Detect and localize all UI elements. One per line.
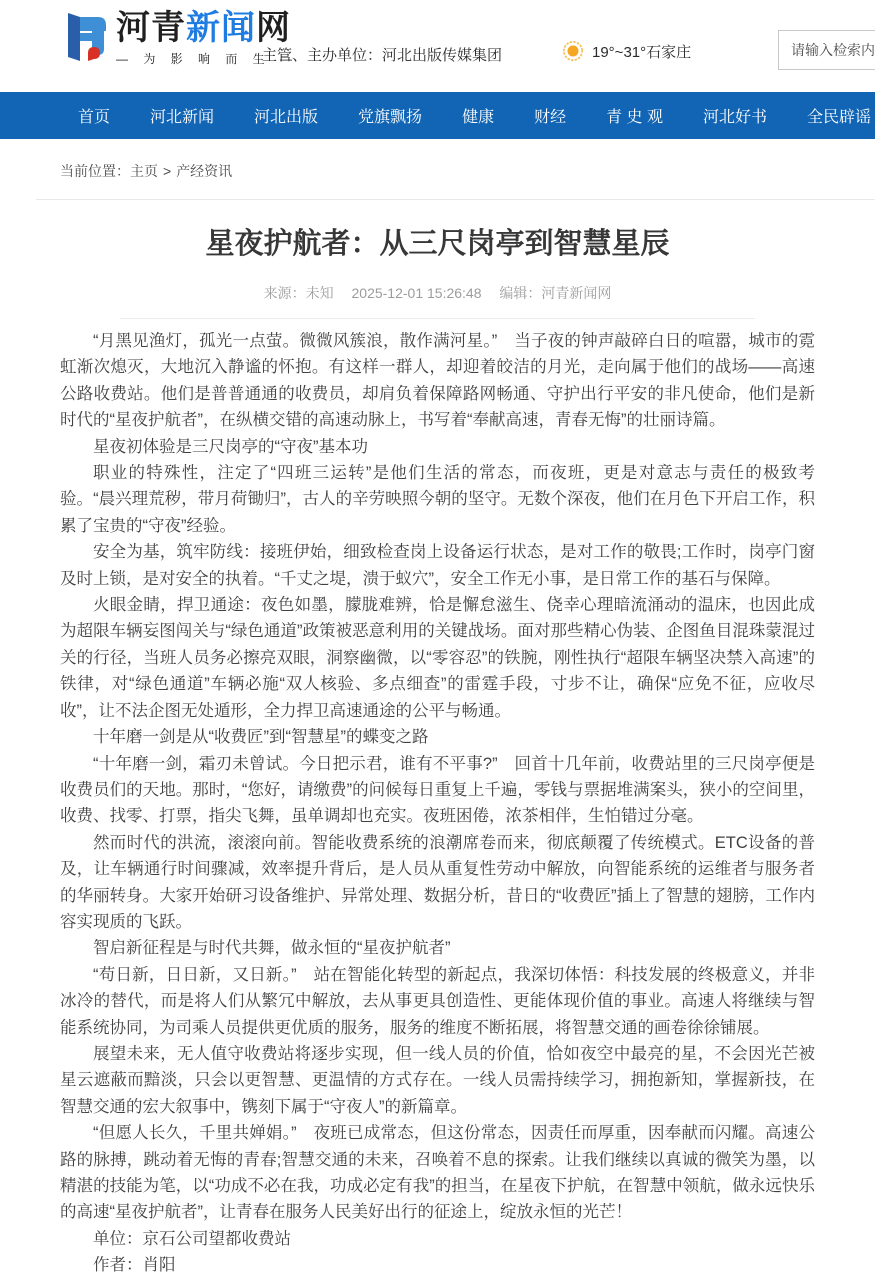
- nav-item-8[interactable]: 全民辟谣: [807, 109, 872, 126]
- article-paragraph: 展望未来，无人值守收费站将逐步实现，但一线人员的价值，恰如夜空中最亮的星，不会因光芒被星云遮蔽而黯淡，只会以更智慧、更温情的方式存在。一线人员需持续学习，拥抱新知，掌握新技，在智慧交通的宏大叙事中，镌刻下属于“守夜人”的新篇章。: [60, 1044, 815, 1116]
- content-top-divider: [36, 199, 875, 200]
- article-paragraph: “苟日新，日日新，又日新。” 站在智能化转型的新起点，我深切体悟：科技发展的终极意义，并非冰冷的替代，而是将人们从繁冗中解放，去从事更具创造性、更能体现价值的事业。高速人将继续与智能系统协同，为司乘人员提供更优质的服务，服务的维度不断拓展，将智慧交通的画卷徐徐铺展。: [60, 965, 815, 1037]
- site-title: [116, 9, 298, 47]
- nav-item-2[interactable]: 河北出版: [254, 109, 319, 126]
- nav-item-6[interactable]: 青 史 观: [606, 109, 663, 126]
- breadcrumb-category-link[interactable]: 产经资讯: [176, 163, 233, 179]
- breadcrumb-home-link[interactable]: 主页: [130, 163, 158, 179]
- article-paragraph: 星夜初体验是三尺岗亭的“守夜”基本功: [93, 437, 368, 456]
- article-editor: 编辑：河青新闻网: [499, 285, 612, 301]
- article-source: 来源：未知: [263, 285, 334, 301]
- site-title-part1: 河青: [116, 9, 186, 47]
- site-title-part3: 网: [256, 9, 291, 47]
- nav-item-3[interactable]: 党旗飘扬: [358, 109, 423, 126]
- article-paragraph: “但愿人长久，千里共婵娟。” 夜班已成常态，但这份常态，因责任而厚重，因奉献而闪耀。高速公路的脉搏，跳动着无悔的青春;智慧交通的未来，召唤着不息的探索。让我们继续以真诚的微笑为墨，以精湛的技能为笔，以“功成不必在我，功成必定有我”的担当，在星夜下护航，在智慧中领航，做永远快乐的高速“星夜护航者”，让青春在服务人民美好出行的征途上，绽放永恒的光芒！: [60, 1124, 815, 1222]
- weather-text: 19°~31°石家庄: [592, 43, 692, 61]
- article-meta: [0, 283, 875, 303]
- logo-icon: [58, 9, 110, 65]
- sponsor-text: 主管、主办单位：河北出版传媒集团: [262, 47, 503, 64]
- site-header: [0, 0, 875, 92]
- nav-item-5[interactable]: 财经: [534, 109, 567, 126]
- article-paragraph: 智启新征程是与时代共舞，做永恒的“星夜护航者”: [93, 939, 451, 958]
- article-paragraph: 火眼金睛，捍卫通途：夜色如墨，朦胧难辨，恰是懈怠滋生、侥幸心理暗流涌动的温床，也因此成为超限车辆妄图闯关与“绿色通道”政策被恶意利用的关键战场。面对那些精心伪装、企图鱼目混珠蒙混过关的行径，当班人员务必擦亮双眼，洞察幽微，以“零容忍”的铁腕，刚性执行“超限车辆坚决禁入高速”的铁律，对“绿色通道”车辆必施“双人核验、多点细查”的雷霆手段，寸步不让，确保“应免不征，应收尽收”，让不法企图无处遁形，全力捍卫高速通途的公平与畅通。: [60, 596, 815, 720]
- breadcrumb: [60, 161, 875, 181]
- article-paragraph: 单位：京石公司望都收费站: [93, 1229, 291, 1248]
- article-paragraph: 作者：肖阳: [93, 1256, 176, 1275]
- article-paragraph: 十年磨一剑是从“收费匠”到“智慧星”的蝶变之路: [93, 728, 429, 747]
- breadcrumb-label: 当前位置：: [60, 163, 130, 179]
- nav-item-0[interactable]: 首页: [78, 109, 111, 126]
- search-input[interactable]: [778, 30, 875, 70]
- article-title: 星夜护航者：从三尺岗亭到智慧星辰: [205, 228, 670, 260]
- nav-item-1[interactable]: 河北新闻: [150, 109, 215, 126]
- site-title-part2: 新闻: [186, 9, 256, 47]
- article-paragraph: “月黑见渔灯，孤光一点萤。微微风簇浪，散作满河星。” 当子夜的钟声敲碎白日的喧嚣，城市的霓虹渐次熄灭，大地沉入静谧的怀抱。有这样一群人，却迎着皎洁的月光，走向属于他们的战场——高速公路收费站。他们是普普通通的收费员，却肩负着保障路网畅通、守护出行平安的非凡使命，他们是新时代的“星夜护航者”，在纵横交错的高速动脉上，书写着“奉献高速，青春无悔”的壮丽诗篇。: [60, 332, 815, 430]
- breadcrumb-separator: >: [163, 163, 172, 179]
- nav-item-4[interactable]: 健康: [462, 109, 495, 126]
- meta-divider: [120, 318, 755, 319]
- sun-icon: [562, 40, 584, 62]
- article-paragraph: 然而时代的洪流，滚滚向前。智能收费系统的浪潮席卷而来，彻底颠覆了传统模式。ETC设备的普及，让车辆通行时间骤减，效率提升背后，是人员从重复性劳动中解放，向智能系统的运维者与服务者的华丽转身。大家开始研习设备维护、异常处理、数据分析，昔日的“收费匠”插上了智慧的翅膀，工作内容实现质的飞跃。: [60, 833, 815, 931]
- article-paragraph: 职业的特殊性，注定了“四班三运转”是他们生活的常态，而夜班，更是对意志与责任的极致考验。“晨兴理荒秽，带月荷锄归”，古人的辛劳映照今朝的坚守。无数个深夜，他们在月色下开启工作，积累了宝贵的“守夜”经验。: [60, 464, 815, 535]
- weather-widget: [562, 40, 691, 62]
- article-paragraph: 安全为基，筑牢防线：接班伊始，细致检查岗上设备运行状态，是对工作的敬畏;工作时，岗亭门窗及时上锁，是对安全的执着。“千丈之堤，溃于蚁穴”，安全工作无小事，是日常工作的基石与保障。: [60, 543, 815, 588]
- article-datetime: 2025-12-01 15:26:48: [351, 285, 482, 301]
- article-body: [60, 328, 815, 1279]
- main-nav: [0, 92, 875, 139]
- nav-item-7[interactable]: 河北好书: [703, 109, 768, 126]
- site-tagline: — 为 影 响 而 生 —: [116, 52, 299, 66]
- article-paragraph: “十年磨一剑，霜刃未曾试。今日把示君，谁有不平事?” 回首十几年前，收费站里的三尺岗亭便是收费员们的天地。那时，“您好，请缴费”的问候每日重复上千遍，零钱与票据堆满案头，狭小的空间里，收费、找零、打票，指尖飞舞，虽单调却也充实。夜班困倦，浓茶相伴，生怕错过分毫。: [60, 754, 815, 826]
